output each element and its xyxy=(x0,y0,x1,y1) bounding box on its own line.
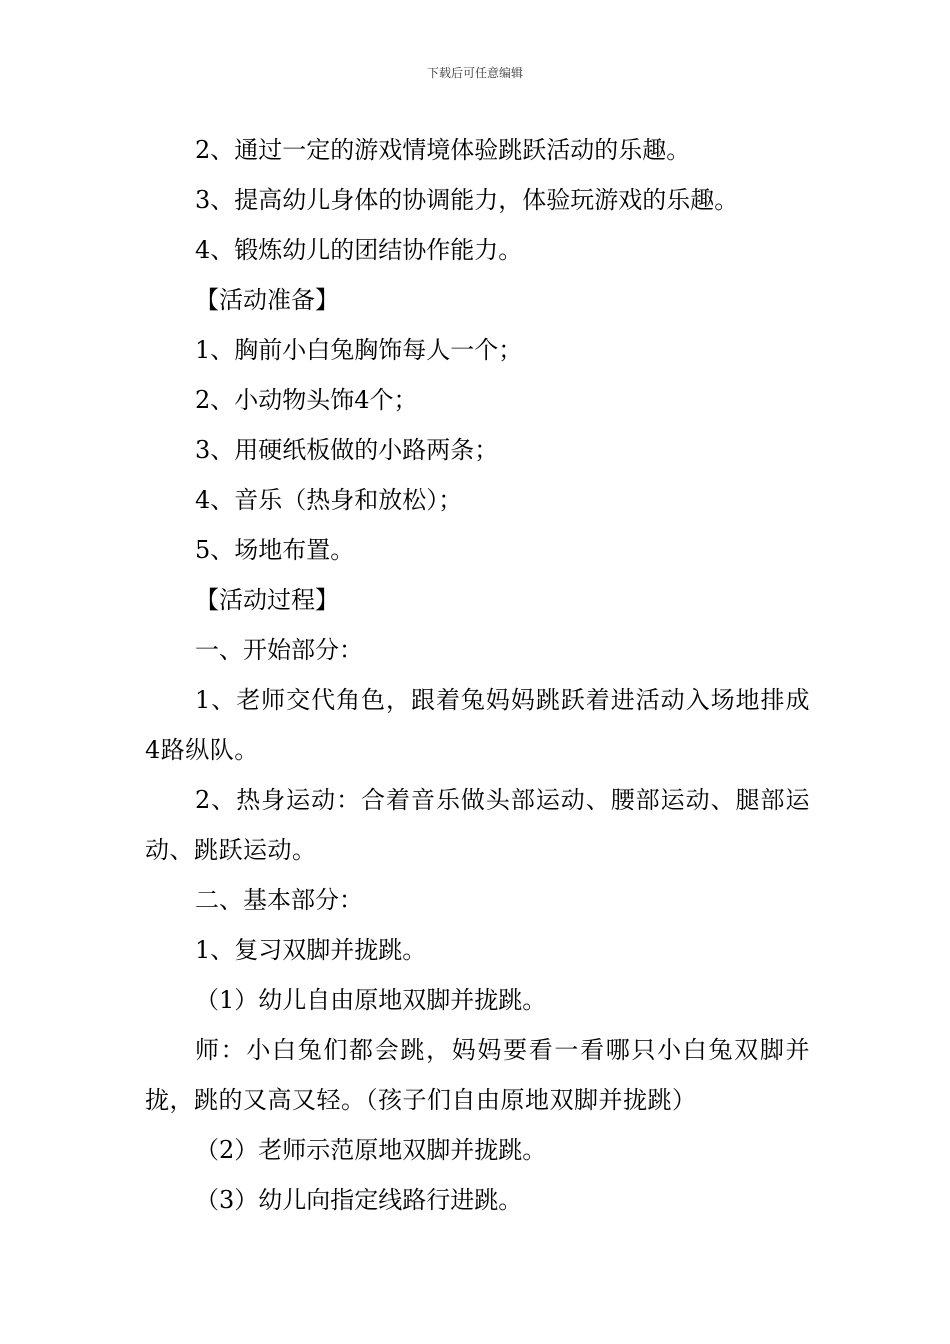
paragraph: 4、锻炼幼儿的团结协作能力。 xyxy=(195,236,523,264)
subsection-heading: 二、基本部分： xyxy=(195,886,363,914)
paragraph: 1、复习双脚并拢跳。 xyxy=(195,936,427,964)
paragraph: （3）幼儿向指定线路行进跳。 xyxy=(195,1186,523,1214)
section-heading: 【活动过程】 xyxy=(195,586,339,614)
paragraph: 1、老师交代角色，跟着兔妈妈跳跃着进活动入场地排成4路纵队。 xyxy=(145,686,810,764)
subsection-heading: 一、开始部分： xyxy=(195,636,363,664)
paragraph: 3、用硬纸板做的小路两条； xyxy=(195,436,499,464)
paragraph: 师：小白兔们都会跳，妈妈要看一看哪只小白兔双脚并拢，跳的又高又轻。（孩子们自由原地双脚并拢跳） xyxy=(145,1036,810,1114)
paragraph: 2、热身运动：合着音乐做头部运动、腰部运动、腿部运动、跳跃运动。 xyxy=(145,786,810,864)
paragraph: 1、胸前小白兔胸饰每人一个； xyxy=(195,336,523,364)
document-body xyxy=(145,125,810,1225)
section-heading: 【活动准备】 xyxy=(195,286,339,314)
paragraph: （2）老师示范原地双脚并拢跳。 xyxy=(195,1136,547,1164)
paragraph: 5、场地布置。 xyxy=(195,536,355,564)
paragraph: 3、提高幼儿身体的协调能力，体验玩游戏的乐趣。 xyxy=(195,186,739,214)
paragraph: 4、音乐（热身和放松）； xyxy=(195,486,463,514)
paragraph: 2、小动物头饰4个； xyxy=(195,386,418,414)
paragraph: （1）幼儿自由原地双脚并拢跳。 xyxy=(195,986,547,1014)
paragraph: 2、通过一定的游戏情境体验跳跃活动的乐趣。 xyxy=(195,136,691,164)
page-header: 下载后可任意编辑 xyxy=(426,66,523,80)
